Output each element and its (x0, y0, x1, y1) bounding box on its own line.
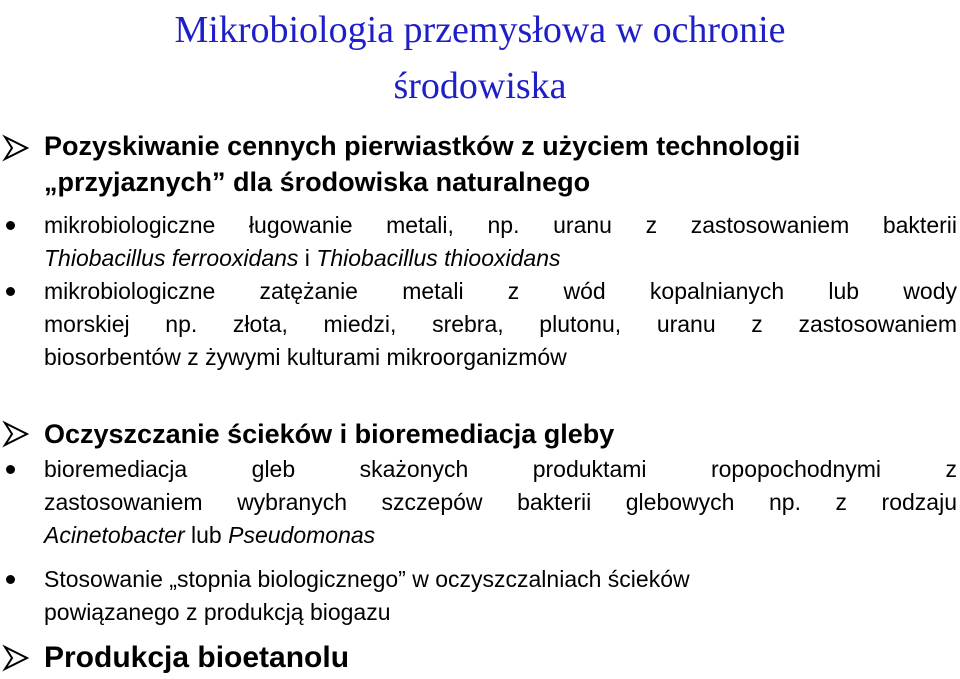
species-name: Thiobacillus ferrooxidans (44, 245, 299, 271)
section-heading-resources-line-2: „przyjaznych” dla środowiska naturalnego (44, 167, 591, 197)
bullet-leaching-line-1: mikrobiologiczne ługowanie metali, np. uranu z zastosowaniem bakterii (44, 212, 957, 238)
genus-name: Acinetobacter (44, 522, 185, 548)
bullet-biological-stage-line-2: powiązanego z produkcją biogazu (44, 599, 391, 625)
section-heading-wastewater (44, 416, 957, 452)
slide-title (0, 2, 960, 114)
bullet-icon (6, 575, 15, 584)
section-heading-wastewater-text: Oczyszczanie ścieków i bioremediacja gleby (44, 419, 615, 449)
bullet-bioremediation-line-1: bioremediacja gleb skażonych produktami ropopochodnymi z (44, 456, 957, 482)
bullet-leaching (44, 209, 957, 275)
bullet-concentration-line-2: morskiej np. złota, miedzi, srebra, plutonu, uranu z zastosowaniem (44, 311, 957, 337)
bullet-biological-stage-line-1: Stosowanie „stopnia biologicznego” w oczyszczalniach ścieków (44, 566, 690, 592)
bullet-icon (6, 287, 15, 296)
species-name: Thiobacillus thiooxidans (316, 245, 561, 271)
arrowhead-icon (2, 134, 30, 162)
section-heading-resources-line-1: Pozyskiwanie cennych pierwiastków z użyciem technologii (44, 131, 801, 161)
bullet-bioremediation (44, 453, 957, 552)
section-heading-bioethanol-text: Produkcja bioetanolu (44, 641, 350, 674)
section-heading-resources (44, 128, 957, 200)
arrowhead-icon (2, 644, 30, 672)
bullet-icon (6, 221, 15, 230)
bullet-bioremediation-line-3 (44, 519, 957, 552)
bullet-concentration-line-3: biosorbentów z żywymi kulturami mikroorganizmów (44, 344, 567, 370)
section-heading-bioethanol (44, 640, 957, 676)
bullet-leaching-line-2 (44, 242, 957, 275)
bullet-biological-stage (44, 563, 957, 629)
bullet-concentration-line-1: mikrobiologiczne zatężanie metali z wód kopalnianych lub wody (44, 278, 957, 304)
connector-text: i (298, 245, 317, 271)
genus-name: Pseudomonas (228, 522, 376, 548)
slide-title-line-2: środowiska (393, 65, 567, 107)
bullet-concentration (44, 275, 957, 374)
bullet-bioremediation-line-2: zastosowaniem wybranych szczepów bakterii glebowych np. z rodzaju (44, 489, 957, 515)
slide-title-line-1: Mikrobiologia przemysłowa w ochronie (174, 9, 786, 51)
connector-text: lub (184, 522, 229, 548)
bullet-icon (6, 465, 15, 474)
arrowhead-icon (2, 420, 30, 448)
